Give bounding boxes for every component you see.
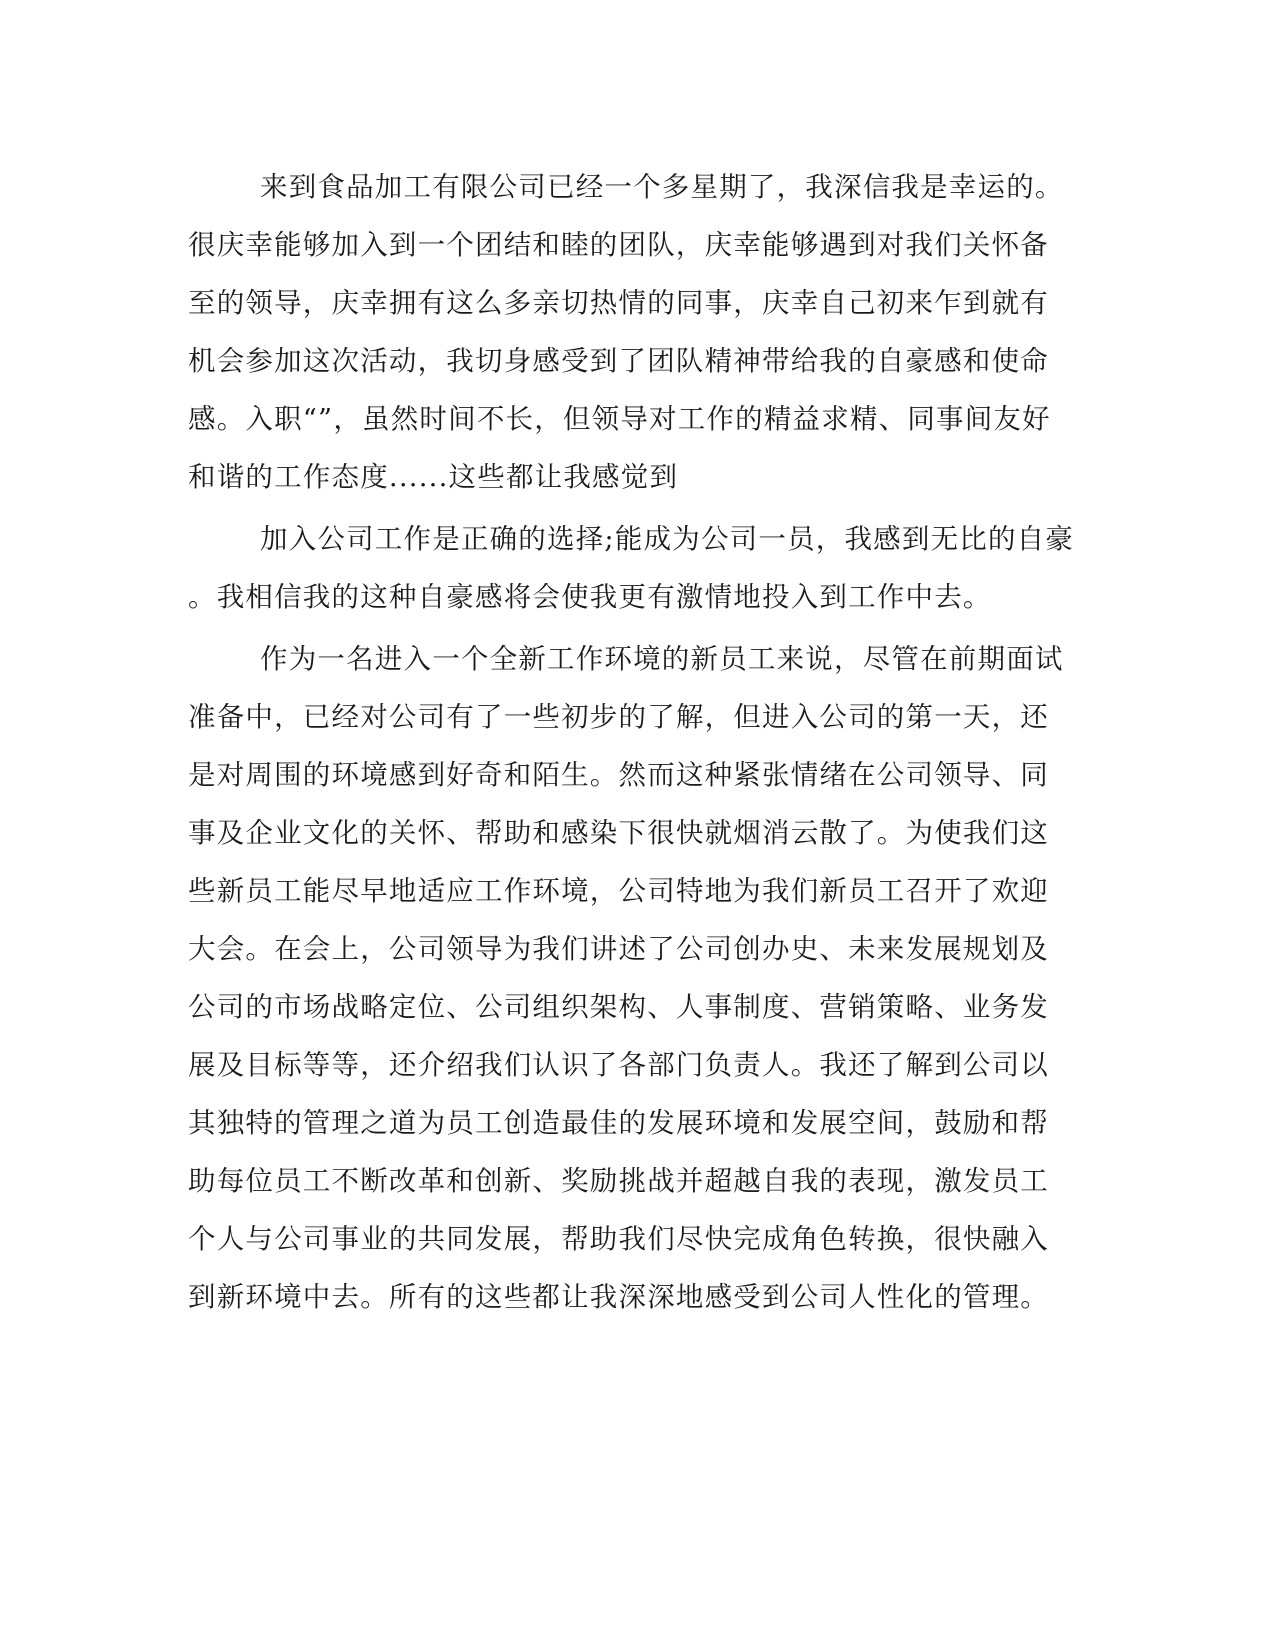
text-line: 加入公司工作是正确的选择;能成为公司一员，我感到无比的自豪 [260,523,1075,555]
text-line: 。我相信我的这种自豪感将会使我更有激情地投入到工作中去。 [188,581,992,613]
text-line: 来到食品加工有限公司已经一个多星期了，我深信我是幸运的。 [260,171,1064,203]
text-line: 公司的市场战略定位、公司组织架构、人事制度、营销策略、业务发 [188,991,1049,1023]
text-line: 至的领导，庆幸拥有这么多亲切热情的同事，庆幸自己初来乍到就有 [188,287,1049,319]
text-line: 到新环境中去。所有的这些都让我深深地感受到公司人性化的管理。 [188,1281,1049,1313]
document-body [188,158,1088,1326]
text-line: 机会参加这次活动，我切身感受到了团队精神带给我的自豪感和使命 [188,345,1049,377]
paragraph-2 [188,510,1088,626]
text-line: 和谐的工作态度......这些都让我感觉到 [188,461,679,493]
text-line: 作为一名进入一个全新工作环境的新员工来说，尽管在前期面试 [260,643,1064,675]
text-line: 很庆幸能够加入到一个团结和睦的团队，庆幸能够遇到对我们关怀备 [188,229,1049,261]
text-line: 是对周围的环境感到好奇和陌生。然而这种紧张情绪在公司领导、同 [188,759,1049,791]
text-line: 准备中，已经对公司有了一些初步的了解，但进入公司的第一天，还 [188,701,1049,733]
text-line: 些新员工能尽早地适应工作环境，公司特地为我们新员工召开了欢迎 [188,875,1049,907]
text-line: 大会。在会上，公司领导为我们讲述了公司创办史、未来发展规划及 [188,933,1049,965]
text-line: 事及企业文化的关怀、帮助和感染下很快就烟消云散了。为使我们这 [188,817,1049,849]
text-line: 助每位员工不断改革和创新、奖励挑战并超越自我的表现，激发员工 [188,1165,1049,1197]
text-line: 展及目标等等，还介绍我们认识了各部门负责人。我还了解到公司以 [188,1049,1049,1081]
text-line: 其独特的管理之道为员工创造最佳的发展环境和发展空间，鼓励和帮 [188,1107,1049,1139]
text-line: 个人与公司事业的共同发展，帮助我们尽快完成角色转换，很快融入 [188,1223,1049,1255]
paragraph-1 [188,158,1088,506]
paragraph-3 [188,630,1088,1326]
text-line: 感。入职“”，虽然时间不长，但领导对工作的精益求精、同事间友好 [188,403,1051,435]
